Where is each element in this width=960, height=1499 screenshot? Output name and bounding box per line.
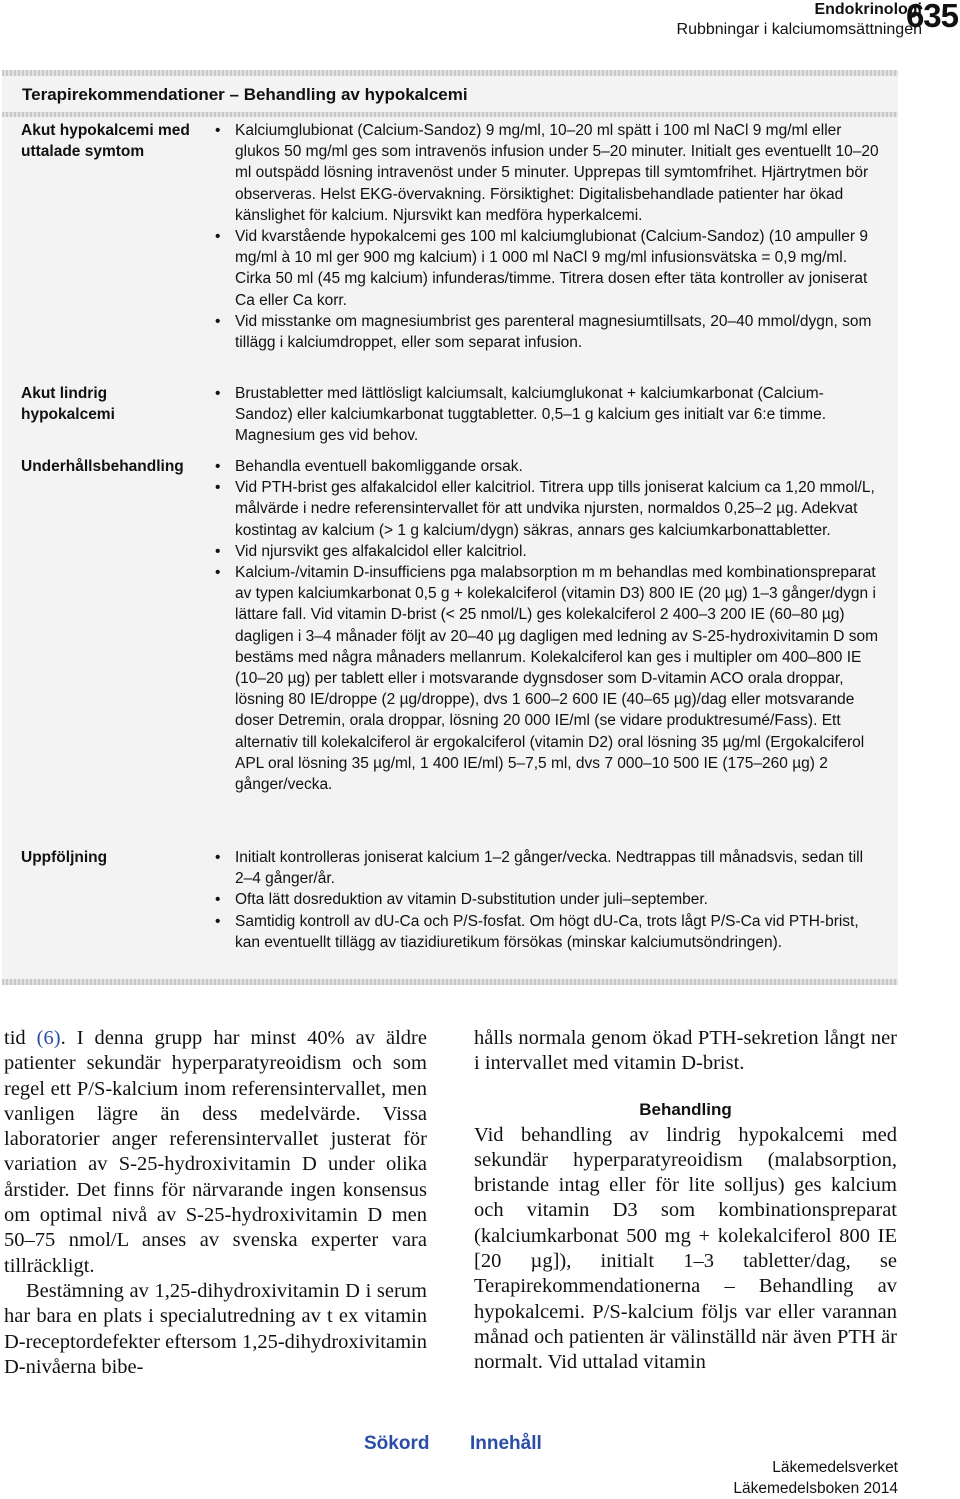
body-paragraph: Vid behandling av lindrig hypokalcemi med sekundär hyperparatyreoidism (malabsorption, bristande intag eller för lite solljus) ges kalcium och vitamin D3 som kombinationspreparat (kalciumkarbonat 500 mg + kolekalciferol 800 IE [20 µg]), initialt 1–3 tabletter/dag, se Terapirekommendationerna – Behandling av hypokalcemi. P/S-kalcium följs var eller varannan månad och patienten är välinställd när även PTH är normalt. Vid uttalad vitamin — [474, 1123, 897, 1374]
index-link[interactable]: Sökord — [364, 1433, 430, 1454]
page-number: 635 — [905, 0, 958, 34]
header-chapter: Rubbningar i kalciumomsättningen — [676, 21, 922, 38]
bullet-item: • Initialt kontrolleras joniserat kalcium 1–2 gånger/vecka. Nedtrappas till månadsvis, sedan till 2–4 gånger/år. — [215, 847, 880, 889]
reference-link[interactable]: (6) — [36, 1027, 61, 1049]
publisher-name: Läkemedelsverket — [772, 1459, 898, 1476]
bullet-item: • Kalciumglubionat (Calcium-Sandoz) 9 mg/ml, 10–20 ml spätt i 100 ml NaCl 9 mg/ml eller glukos 50 mg/ml ges som intravenös infusion under 5–20 minuter. Initialt ges eventuellt 10–20 ml outspädd lösning intravenöst under 5 minuter. Upprepas till symtomfrihet. Hjärtrytmen bör observeras. Helst EKG-övervakning. Försiktighet: Digitalisbehandlade patienter har ökad känslighet för kalcium. Njursvikt kan medföra hyperkalcemi. — [215, 120, 880, 226]
bullet-item: • Vid PTH-brist ges alfakalcidol eller kalcitriol. Titrera upp tills joniserat kalcium ca 1,20 mmol/L, målvärde i nedre referensintervallet för att undvika njursten, normaldos 0,25–2 µg. Adekvat kostintag av kalcium (> 1 g kalcium/dygn) säkras, annars ges kalciumkarbonattabletter. — [215, 477, 880, 541]
row-label: Akut hypokalcemi med uttalade symtom — [21, 122, 190, 160]
row-label: Underhållsbehandling — [21, 458, 184, 475]
row-content — [215, 120, 880, 353]
header-section: Endokrinologi — [814, 1, 922, 18]
book-title: Läkemedelsboken 2014 — [733, 1480, 898, 1497]
text-run: tid — [4, 1027, 37, 1049]
bullet-item: • Vid misstanke om magnesiumbrist ges parenteral magnesiumtillsats, 20–40 mmol/dygn, som tillägg i kalciumdroppet, eller som separat infusion. — [215, 311, 880, 353]
body-column-right — [474, 1026, 897, 1376]
bullet-item: • Vid kvarstående hypokalcemi ges 100 ml kalciumglubionat (Calcium-Sandoz) (10 ampuller 9 mg/ml à 10 ml ger 900 mg kalcium) i 1 000 ml NaCl 9 mg/ml infusionsvätska = 0,9 mg/ml. Cirka 50 ml (45 mg kalcium) infunderas/timme. Titrera dosen efter täta kontroller av joniserat Ca eller Ca korr. — [215, 226, 880, 311]
bullet-item: • Vid njursvikt ges alfakalcidol eller kalcitriol. — [215, 541, 880, 562]
body-paragraph — [4, 1026, 427, 1279]
row-label: Akut lindrig hypokalcemi — [21, 385, 115, 423]
bullet-item: • Kalcium-/vitamin D-insufficiens pga malabsorption m m behandlas med kombinationspreparat av typen kalciumkarbonat 0,5 g + kolekalciferol (vitamin D3) 800 IE (20 µg) 1–3 gånger/dygn i lättare fall. Vid vitamin D-brist (< 25 nmol/L) ges kolekalciferol 2 400–3 200 IE (60–80 µg) dagligen i 3–4 månader följt av 20–40 µg dagligen med ledning av S-25-hydroxivitamin D som bestäms med några månaders mellanrum. Kolekalciferol kan ges i multipler om 400–800 IE (10–20 µg) per tablett eller i motsvarande dygnsdoser som D-vitamin ACO orala droppar, lösning 80 IE/droppe (2 µg/droppe), dvs 1 600–2 600 IE (40–65 µg)/dag eller motsvarande doser Detremin, orala droppar, lösning 20 000 IE/ml (se vidare produktresumé/Fass). Ett alternativ till kolekalciferol är ergokalciferol (vitamin D2) oral lösning 35 µg/ml (Ergokalciferol APL oral lösning 35 µg/ml, 1 400 IE/ml) 5–7,5 ml, dvs 7 000–10 500 IE (175–260 µg) 2 gånger/vecka. — [215, 562, 880, 795]
table-bottom-rule — [2, 979, 898, 985]
table-header-rule — [2, 112, 898, 117]
body-paragraph: Bestämning av 1,25-dihydroxivitamin D i serum har bara en plats i specialutredning av t ex vitamin D-receptordefekter eftersom 1,25-dihydroxivitamin D-nivåerna bibe- — [4, 1279, 427, 1378]
table-top-rule — [2, 70, 898, 76]
page-footer — [733, 1457, 898, 1499]
bullet-item: • Behandla eventuell bakomliggande orsak. — [215, 456, 880, 477]
body-paragraph: hålls normala genom ökad PTH-sekretion långt ner i intervallet med vitamin D-brist. — [474, 1027, 897, 1075]
bullet-item: • Ofta lätt dosreduktion av vitamin D-substitution under juli–september. — [215, 889, 880, 910]
running-header — [677, 0, 922, 40]
row-content — [215, 456, 880, 795]
bullet-item: • Samtidig kontroll av dU-Ca och P/S-fosfat. Om högt dU-Ca, trots lågt P/S-Ca vid PTH-brist, kan eventuellt tillägg av tiazidiuretikum försökas (minskar kalciumutsöndringen). — [215, 911, 880, 953]
row-content — [215, 847, 880, 953]
row-content — [215, 383, 880, 447]
table-title: Terapirekommendationer – Behandling av hypokalcemi — [22, 85, 468, 104]
contents-link[interactable]: Innehåll — [470, 1433, 542, 1454]
text-run: . I denna grupp har minst 40% av äldre patienter sekundär hyperparatyreoidism och som regel ett P/S-kalcium inom referensintervallet, men vanligen lägre än dess medelvärde. Vissa laboratorier anger referensintervallet justerat för variation av S-25-hydroxivitamin D under olika årstider. Det finns för närvarande ingen konsensus om optimal nivå av S-25-hydroxivitamin D men 50–75 nmol/L anses av svenska experter vara tillräckligt. — [4, 1027, 427, 1277]
body-column-left — [4, 1026, 427, 1380]
bullet-item: • Brustabletter med lättlösligt kalciumsalt, kalciumglukonat + kalciumkarbonat (Calcium-Sandoz) eller kalciumkarbonat tuggtabletter. 0,5–1 g kalcium ges initialt var 6:e timme. Magnesium ges vid behov. — [215, 383, 880, 447]
therapy-recommendations-table — [2, 70, 898, 985]
row-label: Uppföljning — [21, 849, 108, 866]
section-heading: Behandling — [639, 1099, 732, 1119]
